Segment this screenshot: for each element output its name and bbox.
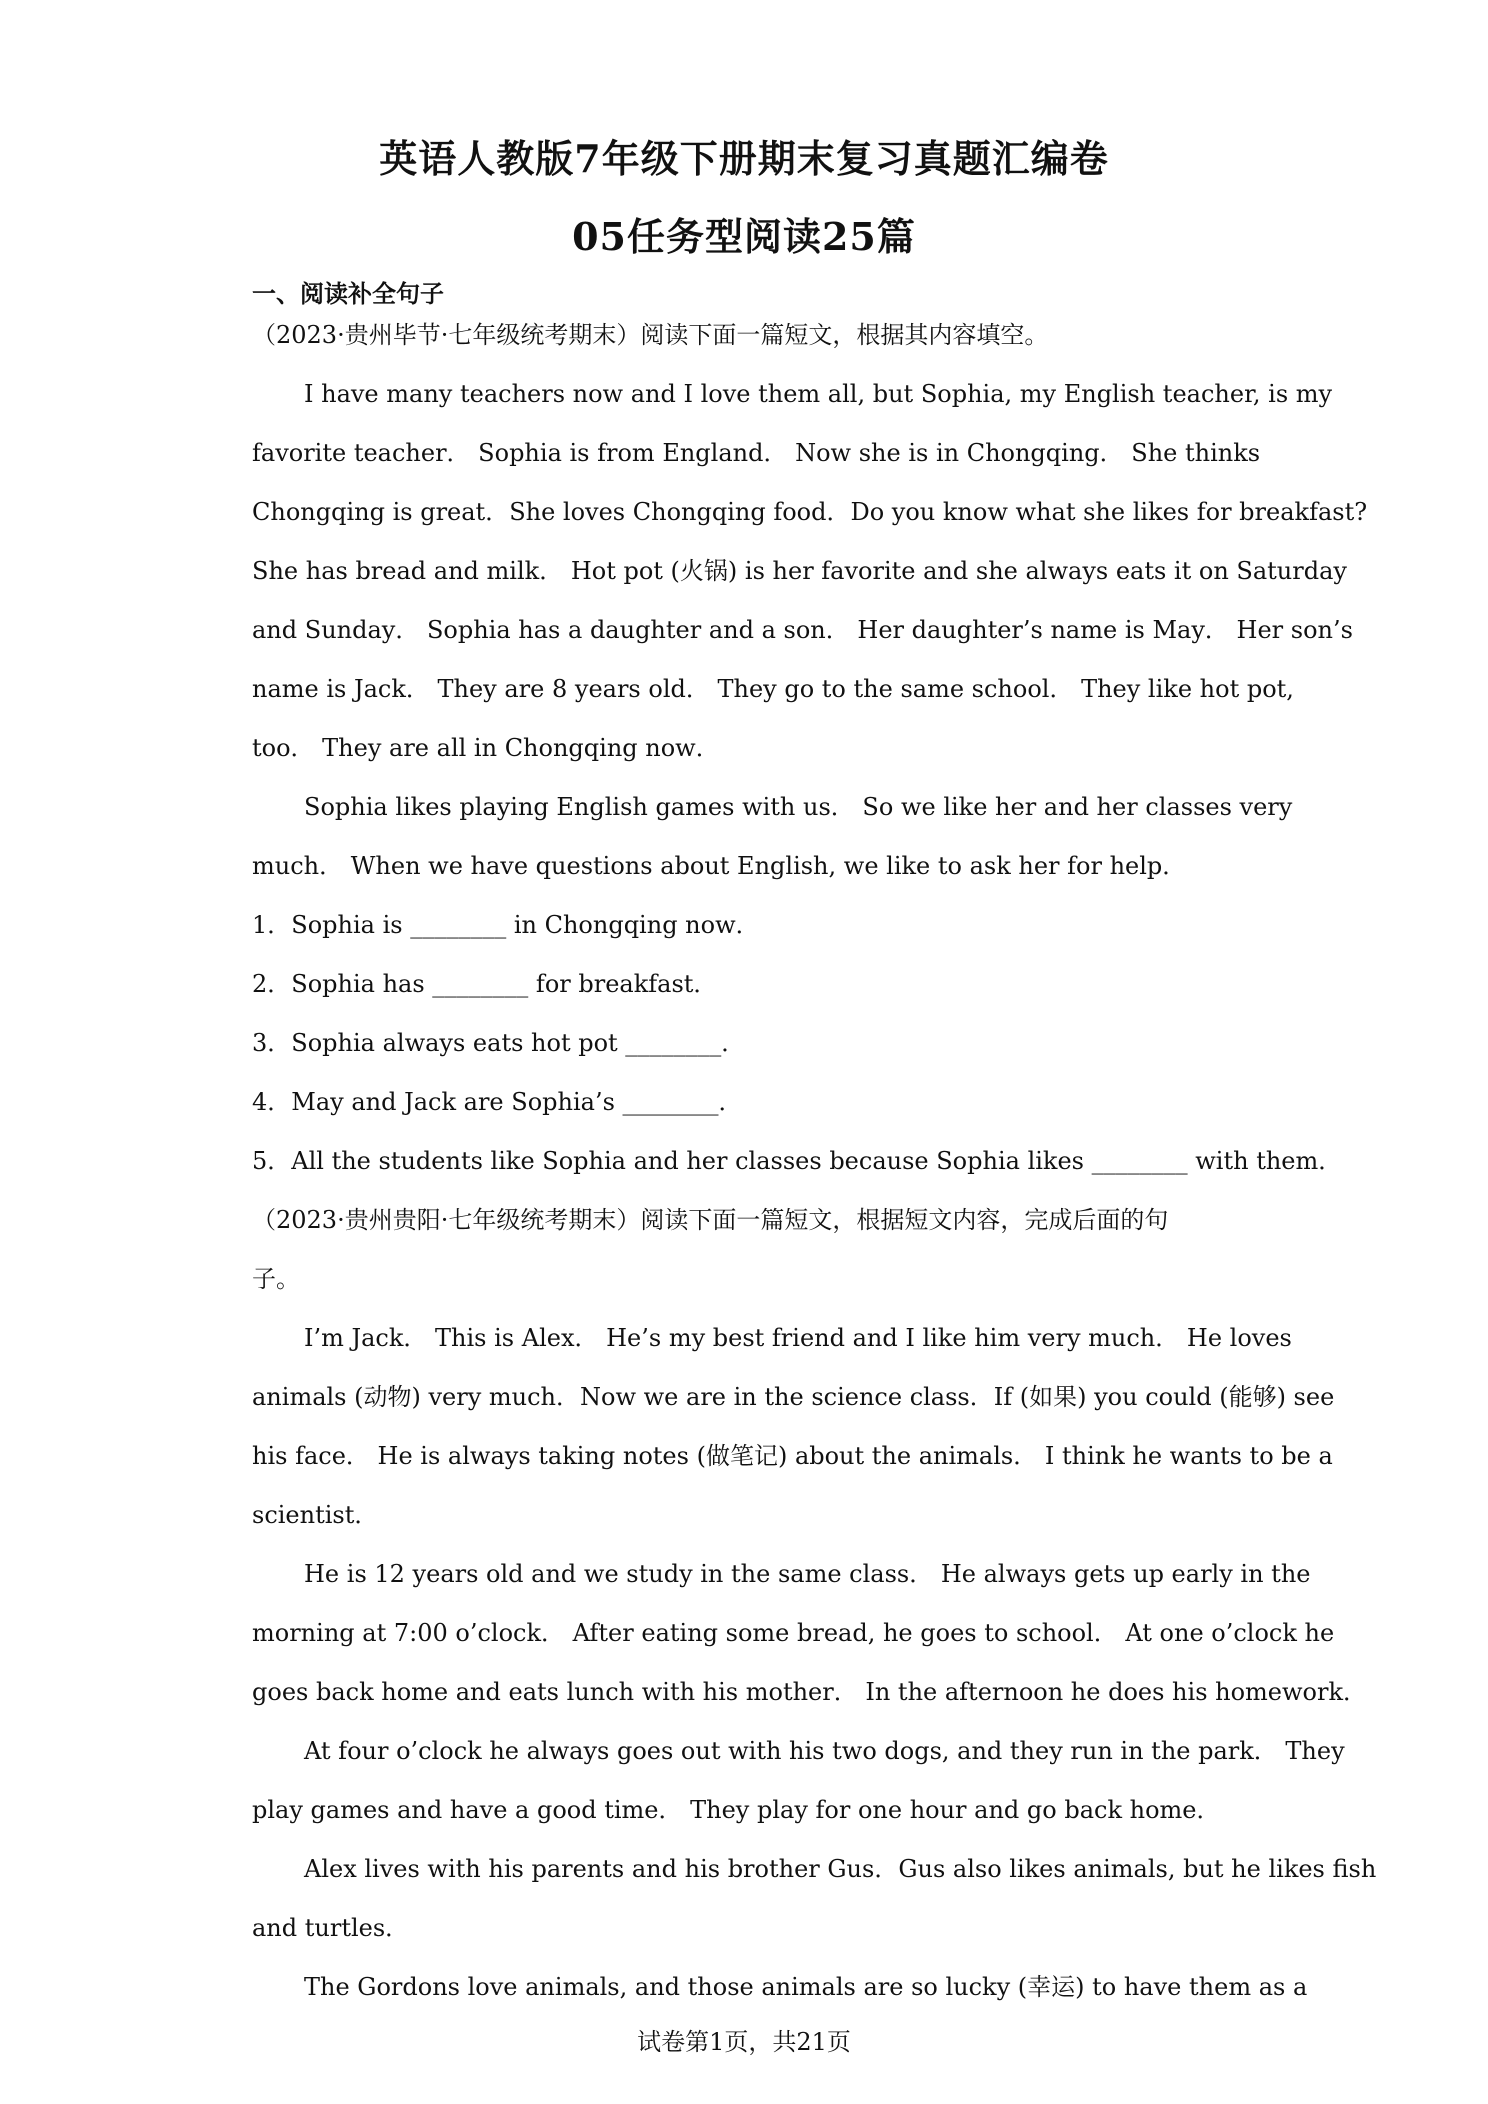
passage2-line: At four o’clock he always goes out with his two dogs, and they run in the park． They	[304, 1737, 1345, 1765]
question-item: 2．Sophia has ________ for breakfast．	[252, 970, 718, 998]
passage2-line: Alex lives with his parents and his brother Gus．Gus also likes animals, but he likes fish	[304, 1855, 1377, 1883]
passage1-line: Sophia likes playing English games with us． So we like her and her classes very	[304, 793, 1293, 821]
passage1-line: favorite teacher． Sophia is from England． Now she is in Chongqing． She thinks	[252, 439, 1261, 467]
document-subtitle: 05任务型阅读25篇	[572, 214, 916, 259]
passage2-line: The Gordons love animals, and those animals are so lucky (幸运) to have them as a	[304, 1973, 1308, 2001]
passage2-line: play games and have a good time． They play for one hour and go back home．	[252, 1796, 1221, 1824]
document-title: 英语人教版7年级下册期末复习真题汇编卷	[379, 136, 1109, 181]
passage2-source: （2023·贵州贵阳·七年级统考期末）阅读下面一篇短文，根据短文内容，完成后面的句	[252, 1206, 1169, 1234]
passage1-line: name is Jack． They are 8 years old． They go to the same school． They like hot pot,	[252, 675, 1294, 703]
question-item: 1．Sophia is ________ in Chongqing now．	[252, 911, 760, 939]
passage1-line: too． They are all in Chongqing now．	[252, 734, 720, 762]
passage1-line: much． When we have questions about English, we like to ask her for help．	[252, 852, 1187, 880]
passage2-line: morning at 7:00 o’clock． After eating some bread, he goes to school． At one o’clock he	[252, 1619, 1335, 1647]
passage2-line: goes back home and eats lunch with his mother． In the afternoon he does his homework．	[252, 1678, 1368, 1706]
question-item: 4．May and Jack are Sophia’s ________．	[252, 1088, 743, 1116]
passage1-line: Chongqing is great．She loves Chongqing food．Do you know what she likes for breakfast?	[252, 498, 1368, 526]
question-item: 5．All the students like Sophia and her classes because Sophia likes ________ with them．	[252, 1147, 1343, 1175]
passage2-line: He is 12 years old and we study in the same class． He always gets up early in the	[304, 1560, 1311, 1588]
passage1-source: （2023·贵州毕节·七年级统考期末）阅读下面一篇短文，根据其内容填空。	[252, 321, 1049, 349]
passage2-line: and turtles．	[252, 1914, 410, 1942]
passage2-line: animals (动物) very much．Now we are in the science class．If (如果) you could (能够) see	[252, 1383, 1335, 1411]
question-item: 3．Sophia always eats hot pot ________．	[252, 1029, 746, 1057]
passage2-line: his face． He is always taking notes (做笔记) about the animals． I think he wants to be a	[252, 1442, 1333, 1470]
passage1-line: She has bread and milk． Hot pot (火锅) is her favorite and she always eats it on Saturday	[252, 557, 1347, 585]
page-footer: 试卷第1页，共21页	[637, 2028, 851, 2056]
passage2-line: I’m Jack． This is Alex． He’s my best friend and I like him very much． He loves	[304, 1324, 1292, 1352]
passage1-line: I have many teachers now and I love them all, but Sophia, my English teacher, is my	[304, 380, 1333, 408]
passage2-source: 子。	[252, 1265, 300, 1293]
passage2-line: scientist．	[252, 1501, 379, 1529]
passage1-line: and Sunday． Sophia has a daughter and a son． Her daughter’s name is May． Her son’s	[252, 616, 1353, 644]
section-heading: 一、阅读补全句子	[252, 279, 444, 308]
